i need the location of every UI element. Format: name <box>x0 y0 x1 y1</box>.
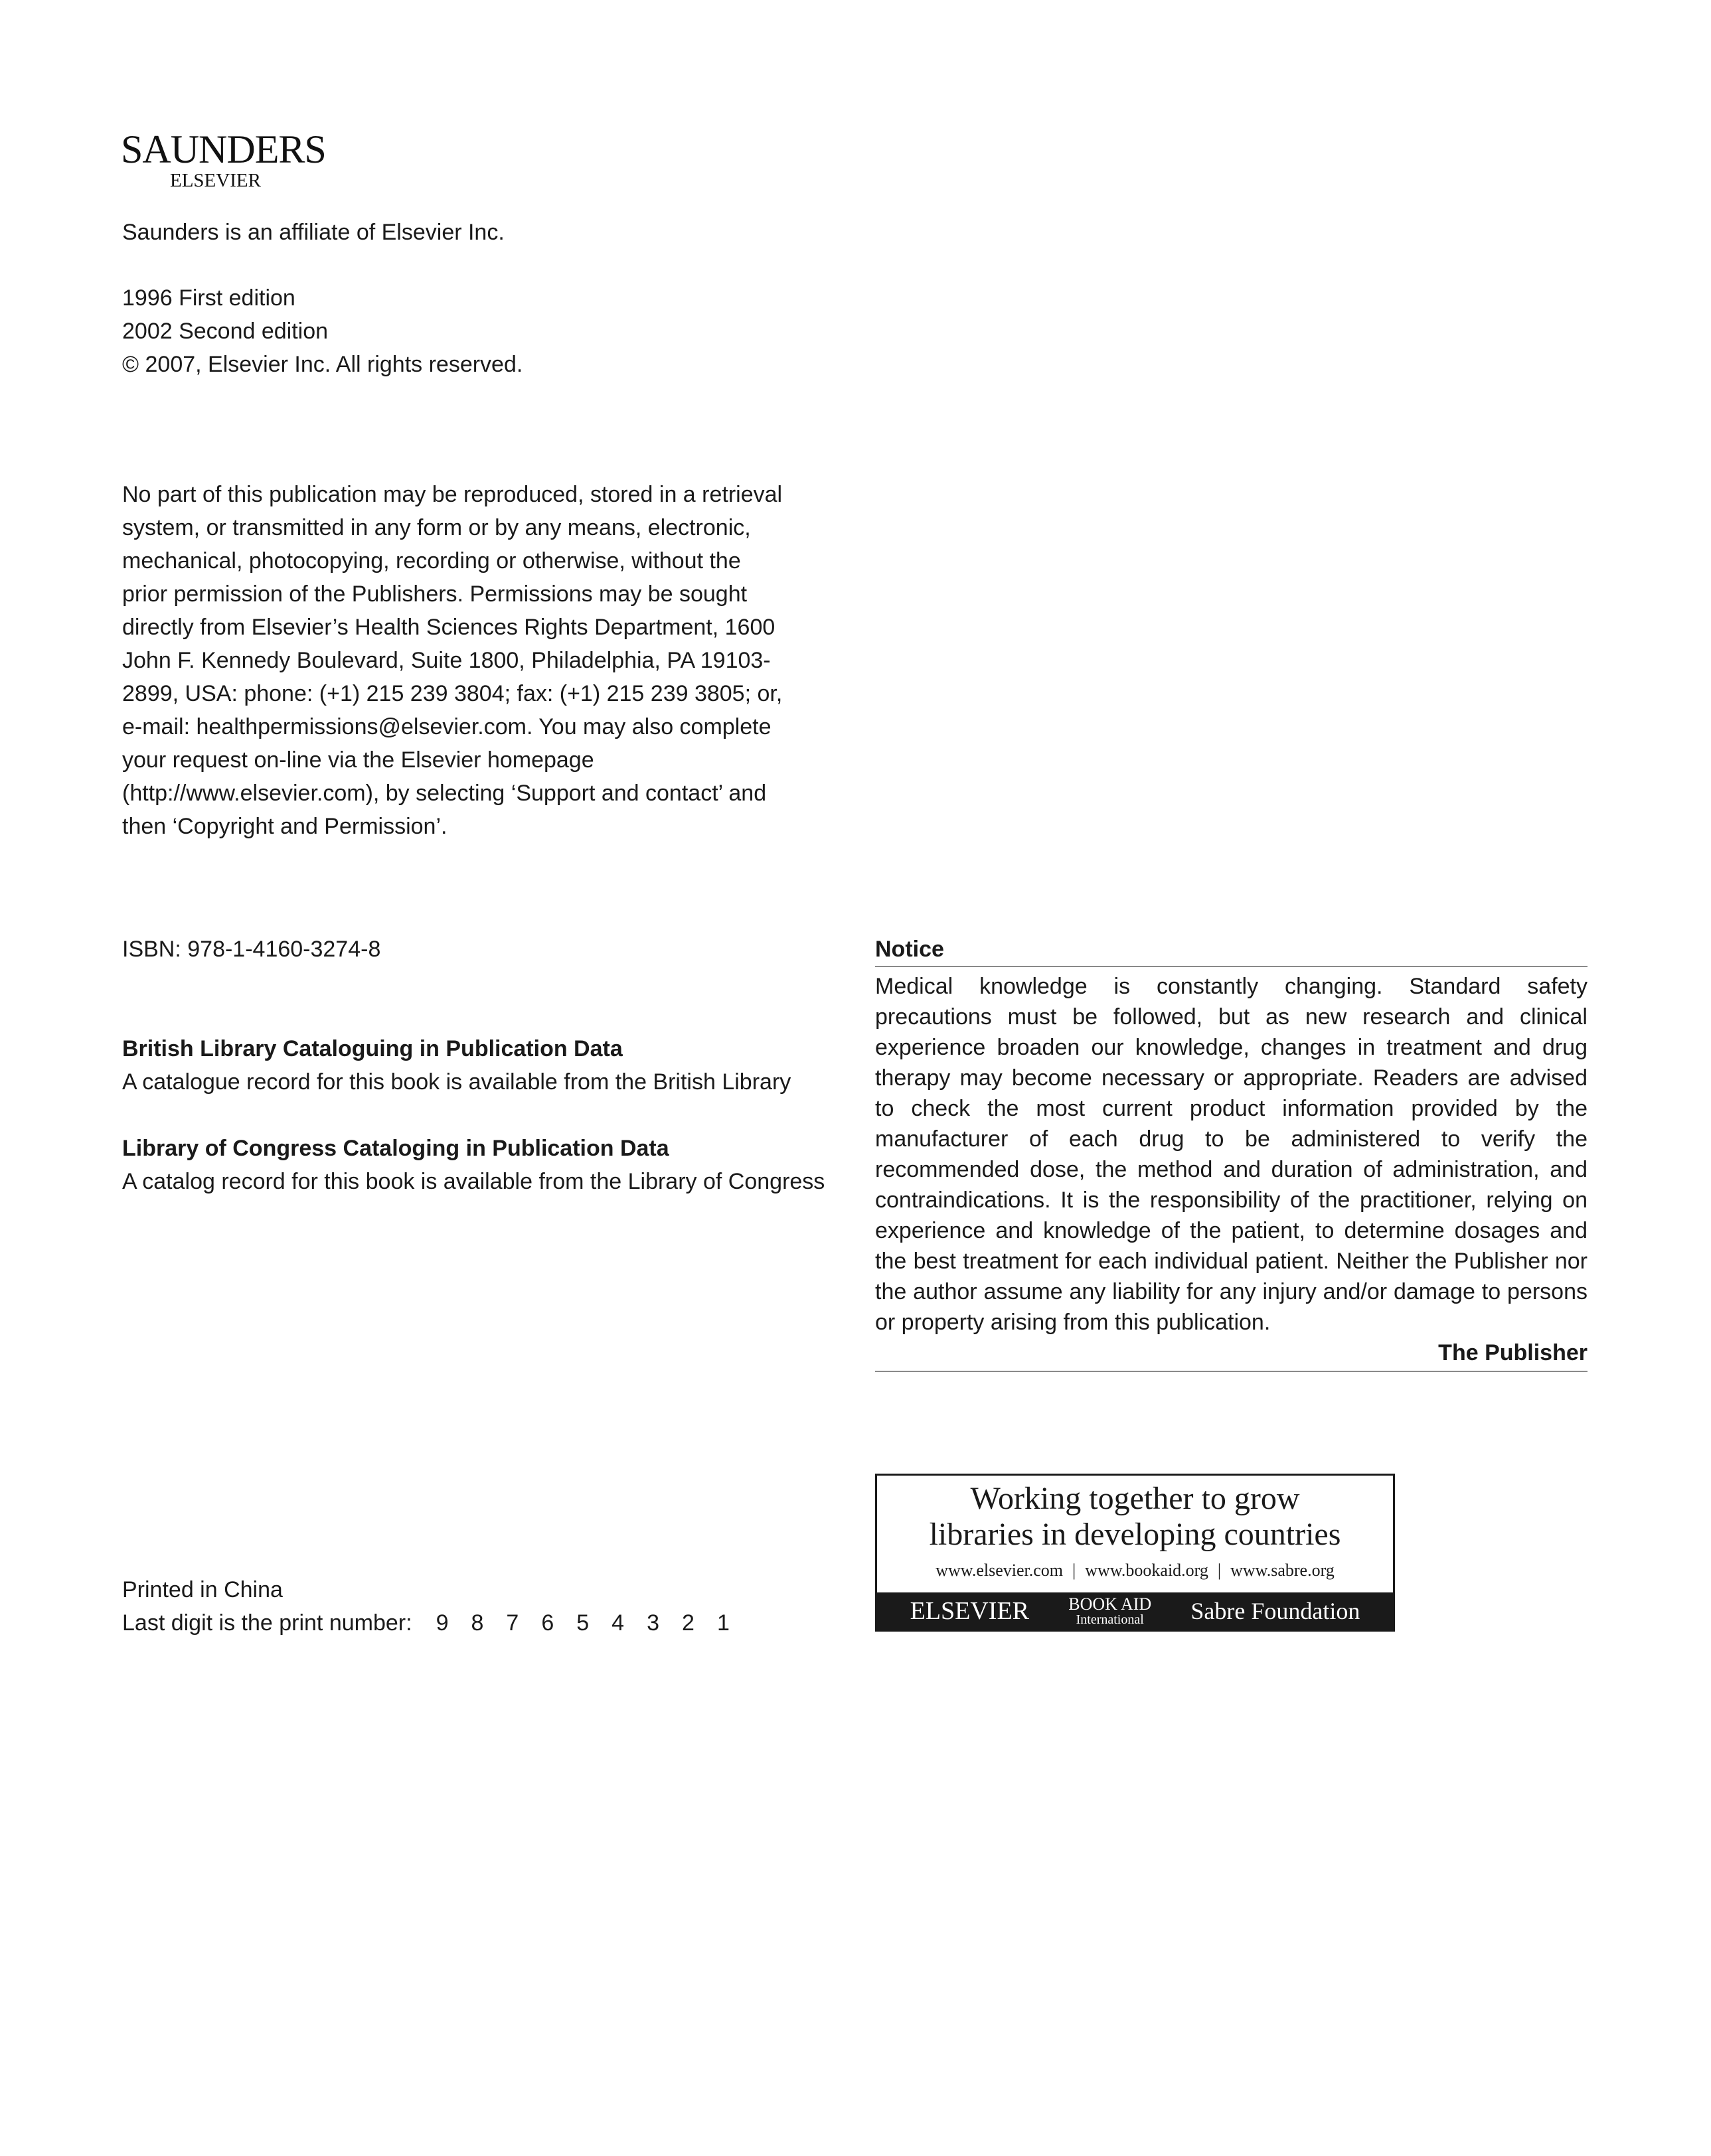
bookaid-partner-logo <box>1068 1596 1151 1626</box>
edition-line: 1996 First edition <box>122 285 295 311</box>
british-library-heading: British Library Cataloguing in Publication Data <box>122 1036 623 1061</box>
notice-bottom-rule <box>875 1371 1588 1372</box>
sabre-partner-logo: Sabre Foundation <box>1190 1598 1360 1624</box>
publisher-logo: SAUNDERS <box>121 127 326 171</box>
rights-line: 2899, USA: phone: (+1) 215 239 3804; fax: (+1) 215 239 3805; or, <box>122 681 783 706</box>
rights-line: No part of this publication may be reproduced, stored in a retrieval <box>122 482 783 507</box>
publisher-imprint: ELSEVIER <box>170 170 261 191</box>
rights-line: prior permission of the Publishers. Permissions may be sought <box>122 581 748 607</box>
notice-box <box>875 933 1588 1372</box>
rights-line: directly from Elsevier’s Health Sciences Rights Department, 1600 <box>122 615 775 640</box>
elsevier-partner-logo: ELSEVIER <box>910 1597 1030 1625</box>
library-of-congress-heading: Library of Congress Cataloging in Publication Data <box>122 1136 669 1161</box>
print-digit: 1 <box>716 1610 730 1636</box>
rights-line: mechanical, photocopying, recording or otherwise, without the <box>122 548 741 574</box>
url-separator: | <box>1072 1561 1076 1580</box>
print-digit: 5 <box>576 1610 590 1636</box>
print-digit: 9 <box>436 1610 449 1636</box>
print-digits <box>412 1610 730 1636</box>
notice-top-rule <box>875 966 1588 967</box>
rights-line: then ‘Copyright and Permission’. <box>122 814 448 839</box>
rights-line: e-mail: healthpermissions@elsevier.com. You may also complete <box>122 714 772 739</box>
rights-line: John F. Kennedy Boulevard, Suite 1800, Philadelphia, PA 19103- <box>122 648 771 673</box>
affiliate-statement: Saunders is an affiliate of Elsevier Inc. <box>122 220 505 245</box>
british-library-body: A catalogue record for this book is available from the British Library <box>122 1069 791 1095</box>
library-of-congress-block <box>122 1132 839 1198</box>
elsevier-url: www.elsevier.com <box>936 1561 1064 1580</box>
edition-history <box>122 281 523 381</box>
isbn: ISBN: 978-1-4160-3274-8 <box>122 937 381 962</box>
copyright-line: © 2007, Elsevier Inc. All rights reserved. <box>122 352 523 377</box>
bookaid-logo-top: BOOK AID <box>1068 1594 1152 1614</box>
library-of-congress-body: A catalog record for this book is available from the Library of Congress <box>122 1169 825 1194</box>
bookaid-logo-bottom: International <box>1076 1612 1144 1627</box>
print-digit: 3 <box>647 1610 660 1636</box>
print-digit: 4 <box>611 1610 625 1636</box>
printed-in: Printed in China <box>122 1577 283 1602</box>
notice-body: Medical knowledge is constantly changing. Standard safety precautions must be followed, but as new research and clinical experience broaden our knowledge, changes in treatment and drug therapy may become necessary or appropriate. Readers are advised to check the most current product information provided by the manufacturer of each drug to be administered to verify the recommended dose, the method and duration of administration, and contraindications. It is the responsibility of the practitioner, relying on experience and knowledge of the patient, to determine dosages and the best treatment for each individual patient. Neither the Publisher nor the author assume any liability for any injury and/or damage to persons or property arising from this publication. <box>875 974 1588 1335</box>
notice-title: Notice <box>875 937 944 962</box>
rights-statement <box>122 478 846 843</box>
edition-line: 2002 Second edition <box>122 319 329 344</box>
print-digit: 7 <box>506 1610 519 1636</box>
print-digit: 6 <box>541 1610 554 1636</box>
rights-line: system, or transmitted in any form or by any means, electronic, <box>122 515 751 540</box>
sabre-url: www.sabre.org <box>1230 1561 1335 1580</box>
bookaid-urls <box>877 1561 1393 1580</box>
print-digit: 8 <box>471 1610 484 1636</box>
notice-signature: The Publisher <box>1438 1340 1588 1365</box>
print-number-label: Last digit is the print number: <box>122 1610 412 1636</box>
british-library-block <box>122 1032 839 1099</box>
url-separator: | <box>1217 1561 1222 1580</box>
bookaid-tagline-line1: Working together to grow <box>970 1481 1300 1516</box>
bookaid-url: www.bookaid.org <box>1085 1561 1208 1580</box>
bookaid-banner <box>875 1474 1395 1632</box>
print-digit: 2 <box>682 1610 694 1636</box>
rights-line: your request on-line via the Elsevier homepage <box>122 747 594 773</box>
bookaid-tagline-line2: libraries in developing countries <box>929 1517 1341 1552</box>
rights-line: (http://www.elsevier.com), by selecting ‘Support and contact’ and <box>122 781 767 806</box>
partner-logo-band <box>877 1592 1393 1630</box>
print-number-line <box>122 1606 730 1640</box>
